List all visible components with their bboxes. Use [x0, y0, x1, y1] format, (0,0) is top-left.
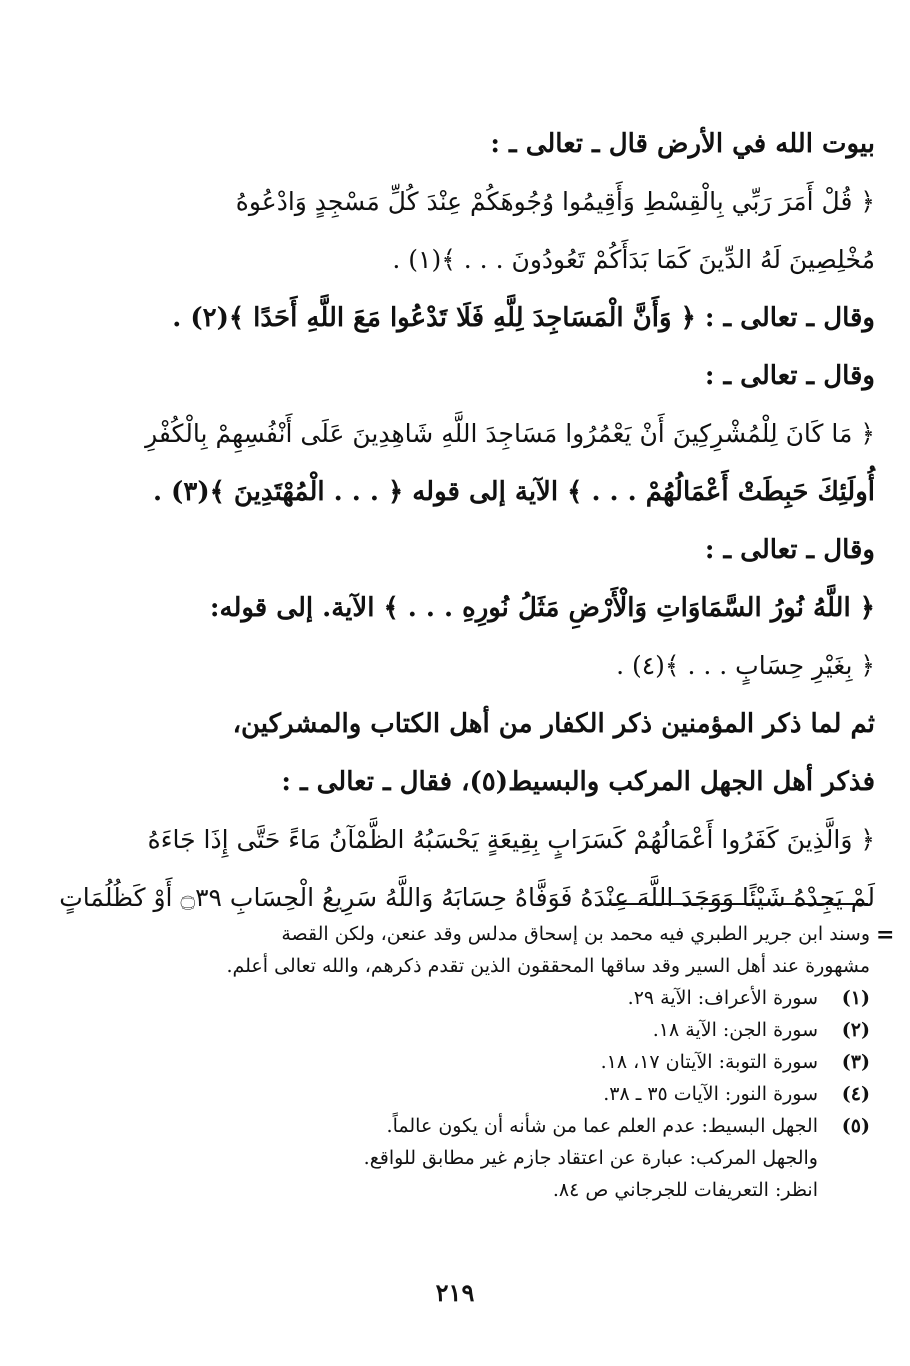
quran-verse-line: ﴿ قُلْ أَمَرَ رَبِّي بِالْقِسْطِ وَأَقِيمُوا وُجُوهَكُمْ عِنْدَ كُلِّ مَسْجِدٍ وَادْعُوهُ: [235, 187, 875, 216]
text-line-mixed: ﴿ اللَّهُ نُورُ السَّمَاوَاتِ وَالْأَرْضِ مَثَلُ نُورِهِ . . . ﴾ الآية. إلى قوله:: [209, 593, 875, 623]
quran-verse-line: لَمْ يَجِدْهُ شَيْئًا وَوَجَدَ اللَّهَ عِنْدَهُ فَوَفَّاهُ حِسَابَهُ وَاللَّهُ سَرِيعُ الْحِسَابِ ۝٣٩ أَوْ كَظُلُمَاتٍ: [59, 883, 875, 912]
footnote-intro-line: مشهورة عند أهل السير وقد ساقها المحققون الذين تقدم ذكرهم، والله تعالى أعلم.: [226, 955, 870, 977]
quran-verse-line: ﴿ وَالَّذِينَ كَفَرُوا أَعْمَالُهُمْ كَسَرَابٍ بِقِيعَةٍ يَحْسَبُهُ الظَّمْآنُ مَاءً حَتَّى إِذَا جَاءَهُ: [147, 825, 875, 854]
text-line: وقال ـ تعالى ـ :: [704, 535, 875, 565]
footnote-5: [180, 1110, 870, 1142]
footnote-text: الجهل البسيط: عدم العلم عما من شأنه أن يكون عالماً.: [386, 1115, 818, 1137]
footnote-number: (٥): [841, 1115, 870, 1137]
footnote-3: [180, 1046, 870, 1078]
footnote-5-reference: انظر: التعريفات للجرجاني ص ٨٤.: [552, 1179, 818, 1201]
footnote-number: (١): [841, 987, 870, 1009]
footnote-number: (٤): [841, 1083, 870, 1105]
quran-verse-line: ﴿ بِغَيْرِ حِسَابٍ . . . ﴾(٤) .: [616, 651, 875, 680]
text-line: وقال ـ تعالى ـ :: [704, 361, 875, 391]
footnote-5-continuation: والجهل المركب: عبارة عن اعتقاد جازم غير مطابق للواقع.: [363, 1147, 818, 1169]
text-line: فذكر أهل الجهل المركب والبسيط(٥)، فقال ـ تعالى ـ :: [281, 767, 875, 797]
footnotes: [180, 918, 870, 1206]
page-number: ٢١٩: [435, 1278, 475, 1307]
footnote-number: (٣): [841, 1051, 870, 1073]
text-line-1: بيوت الله في الأرض قال ـ تعالى ـ :: [490, 129, 875, 159]
quran-verse-line: ﴿ مَا كَانَ لِلْمُشْرِكِينَ أَنْ يَعْمُرُوا مَسَاجِدَ اللَّهِ شَاهِدِينَ عَلَى أَنْفُسِهِمْ بِالْكُفْرِ: [145, 419, 875, 448]
text-line: ثم لما ذكر المؤمنين ذكر الكفار من أهل الكتاب والمشركين،: [232, 709, 875, 739]
footnote-text: سورة الأعراف: الآية ٢٩.: [627, 987, 818, 1009]
footnote-separator: [610, 903, 868, 905]
continuation-mark: =: [876, 922, 895, 948]
footnote-2: [180, 1014, 870, 1046]
text-line-mixed: وقال ـ تعالى ـ : ﴿ وَأَنَّ الْمَسَاجِدَ لِلَّهِ فَلَا تَدْعُوا مَعَ اللَّهِ أَحَدًا ﴾(٢) .: [172, 303, 875, 333]
footnote-number: (٢): [841, 1019, 870, 1041]
footnote-text: سورة التوبة: الآيتان ١٧، ١٨.: [600, 1051, 818, 1073]
footnote-4: [180, 1078, 870, 1110]
footnote-1: [180, 982, 870, 1014]
text-line-mixed: أُولَئِكَ حَبِطَتْ أَعْمَالُهُمْ . . . ﴾ الآية إلى قوله ﴿ . . . الْمُهْتَدِينَ ﴾(٣) .: [152, 477, 875, 507]
footnote-text: سورة النور: الآيات ٣٥ ـ ٣٨.: [603, 1083, 818, 1105]
footnote-text: سورة الجن: الآية ١٨.: [652, 1019, 818, 1041]
quran-verse-line: مُخْلِصِينَ لَهُ الدِّينَ كَمَا بَدَأَكُمْ تَعُودُونَ . . . ﴾(١) .: [392, 245, 875, 274]
main-text: [59, 115, 875, 927]
footnote-intro-line: وسند ابن جرير الطبري فيه محمد بن إسحاق مدلس وقد عنعن، ولكن القصة: [281, 923, 870, 945]
